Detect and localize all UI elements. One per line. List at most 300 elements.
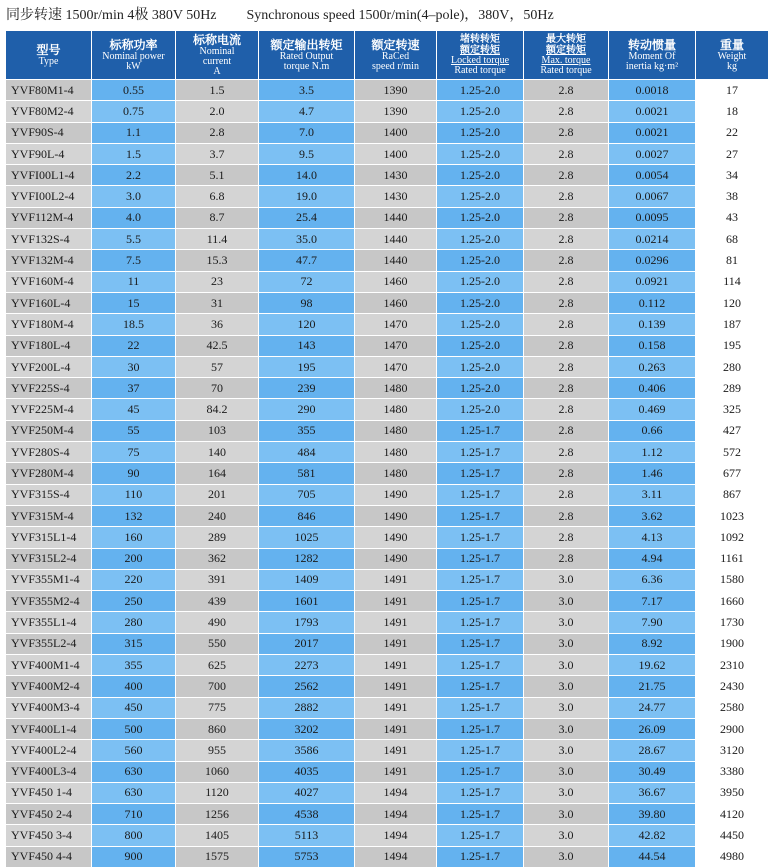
cell-current: 955 — [176, 740, 259, 761]
cell-torque: 98 — [259, 292, 355, 313]
cell-torque: 47.7 — [259, 250, 355, 271]
cell-type: YVF80M1-4 — [6, 80, 92, 101]
cell-torque: 705 — [259, 484, 355, 505]
cell-type: YVF450 3-4 — [6, 825, 92, 846]
cell-max-ratio: 2.8 — [524, 80, 609, 101]
cell-weight: 4980 — [696, 846, 769, 867]
cell-speed: 1430 — [355, 186, 437, 207]
cell-weight: 34 — [696, 165, 769, 186]
cell-locked-ratio: 1.25-2.0 — [437, 250, 524, 271]
cell-current: 140 — [176, 442, 259, 463]
cell-speed: 1460 — [355, 271, 437, 292]
table-caption — [6, 6, 554, 26]
cell-type: YVF280S-4 — [6, 442, 92, 463]
cell-locked-ratio: 1.25-1.7 — [437, 612, 524, 633]
cell-torque: 1282 — [259, 548, 355, 569]
table-row — [6, 314, 769, 335]
cell-weight: 3120 — [696, 740, 769, 761]
cell-type: YVF315L1-4 — [6, 527, 92, 548]
cell-power: 7.5 — [92, 250, 176, 271]
cell-locked-ratio: 1.25-1.7 — [437, 697, 524, 718]
cell-weight: 1092 — [696, 527, 769, 548]
cell-type: YVF315S-4 — [6, 484, 92, 505]
cell-locked-ratio: 1.25-2.0 — [437, 143, 524, 164]
cell-speed: 1470 — [355, 335, 437, 356]
cell-type: YVF400M2-4 — [6, 676, 92, 697]
cell-speed: 1440 — [355, 229, 437, 250]
cell-type: YVF132S-4 — [6, 229, 92, 250]
cell-inertia: 0.0027 — [609, 143, 696, 164]
cell-max-ratio: 2.8 — [524, 420, 609, 441]
cell-current: 164 — [176, 463, 259, 484]
cell-type: YVF132M-4 — [6, 250, 92, 271]
cell-current: 362 — [176, 548, 259, 569]
cell-inertia: 42.82 — [609, 825, 696, 846]
cell-inertia: 0.0921 — [609, 271, 696, 292]
cell-current: 289 — [176, 527, 259, 548]
cell-inertia: 0.158 — [609, 335, 696, 356]
cell-torque: 4035 — [259, 761, 355, 782]
cell-speed: 1480 — [355, 442, 437, 463]
cell-locked-ratio: 1.25-2.0 — [437, 101, 524, 122]
cell-current: 5.1 — [176, 165, 259, 186]
cell-max-ratio: 3.0 — [524, 697, 609, 718]
cell-inertia: 21.75 — [609, 676, 696, 697]
cell-weight: 867 — [696, 484, 769, 505]
cell-current: 550 — [176, 633, 259, 654]
cell-speed: 1494 — [355, 804, 437, 825]
cell-speed: 1490 — [355, 484, 437, 505]
cell-weight: 27 — [696, 143, 769, 164]
cell-current: 700 — [176, 676, 259, 697]
cell-type: YVF160L-4 — [6, 292, 92, 313]
cell-inertia: 0.139 — [609, 314, 696, 335]
cell-locked-ratio: 1.25-1.7 — [437, 591, 524, 612]
header-rated-speed: 额定转速 RaCed speed r/min — [355, 31, 437, 80]
cell-current: 103 — [176, 420, 259, 441]
cell-speed: 1400 — [355, 122, 437, 143]
cell-max-ratio: 3.0 — [524, 825, 609, 846]
cell-current: 490 — [176, 612, 259, 633]
cell-current: 70 — [176, 378, 259, 399]
cell-current: 775 — [176, 697, 259, 718]
header-weight: 重量 Weight kg — [696, 31, 769, 80]
cell-torque: 2017 — [259, 633, 355, 654]
table-row — [6, 271, 769, 292]
cell-inertia: 0.0018 — [609, 80, 696, 101]
table-row — [6, 548, 769, 569]
cell-torque: 4538 — [259, 804, 355, 825]
header-row — [6, 31, 769, 80]
cell-locked-ratio: 1.25-2.0 — [437, 356, 524, 377]
cell-locked-ratio: 1.25-1.7 — [437, 548, 524, 569]
cell-weight: 325 — [696, 399, 769, 420]
cell-torque: 3586 — [259, 740, 355, 761]
cell-max-ratio: 2.8 — [524, 186, 609, 207]
cell-locked-ratio: 1.25-1.7 — [437, 740, 524, 761]
cell-inertia: 28.67 — [609, 740, 696, 761]
cell-power: 0.75 — [92, 101, 176, 122]
cell-weight: 18 — [696, 101, 769, 122]
cell-torque: 2882 — [259, 697, 355, 718]
table-row — [6, 165, 769, 186]
cell-inertia: 0.0021 — [609, 101, 696, 122]
table-row — [6, 633, 769, 654]
cell-inertia: 19.62 — [609, 655, 696, 676]
cell-weight: 114 — [696, 271, 769, 292]
cell-torque: 2562 — [259, 676, 355, 697]
cell-inertia: 4.13 — [609, 527, 696, 548]
cell-power: 5.5 — [92, 229, 176, 250]
cell-torque: 25.4 — [259, 207, 355, 228]
cell-torque: 1025 — [259, 527, 355, 548]
cell-speed: 1490 — [355, 505, 437, 526]
cell-locked-ratio: 1.25-2.0 — [437, 378, 524, 399]
cell-speed: 1491 — [355, 655, 437, 676]
cell-weight: 17 — [696, 80, 769, 101]
cell-weight: 38 — [696, 186, 769, 207]
cell-current: 84.2 — [176, 399, 259, 420]
cell-inertia: 39.80 — [609, 804, 696, 825]
header-rated-output-torque: 额定输出转矩 Rated Output torque N.m — [259, 31, 355, 80]
cell-torque: 14.0 — [259, 165, 355, 186]
cell-locked-ratio: 1.25-1.7 — [437, 463, 524, 484]
cell-current: 1120 — [176, 782, 259, 803]
cell-power: 0.55 — [92, 80, 176, 101]
cell-power: 710 — [92, 804, 176, 825]
cell-current: 2.0 — [176, 101, 259, 122]
cell-current: 15.3 — [176, 250, 259, 271]
cell-max-ratio: 3.0 — [524, 761, 609, 782]
cell-type: YVF315L2-4 — [6, 548, 92, 569]
cell-power: 220 — [92, 569, 176, 590]
table-row — [6, 399, 769, 420]
table-row — [6, 292, 769, 313]
cell-power: 37 — [92, 378, 176, 399]
cell-type: YVF400L2-4 — [6, 740, 92, 761]
cell-speed: 1491 — [355, 569, 437, 590]
cell-max-ratio: 3.0 — [524, 633, 609, 654]
cell-inertia: 3.11 — [609, 484, 696, 505]
cell-type: YVF450 2-4 — [6, 804, 92, 825]
cell-weight: 289 — [696, 378, 769, 399]
cell-locked-ratio: 1.25-2.0 — [437, 186, 524, 207]
cell-max-ratio: 2.8 — [524, 314, 609, 335]
cell-inertia: 24.77 — [609, 697, 696, 718]
cell-max-ratio: 3.0 — [524, 612, 609, 633]
cell-weight: 1023 — [696, 505, 769, 526]
cell-power: 22 — [92, 335, 176, 356]
cell-type: YVF400L1-4 — [6, 718, 92, 739]
cell-max-ratio: 2.8 — [524, 442, 609, 463]
cell-weight: 187 — [696, 314, 769, 335]
cell-max-ratio: 2.8 — [524, 122, 609, 143]
cell-current: 36 — [176, 314, 259, 335]
cell-power: 15 — [92, 292, 176, 313]
cell-power: 4.0 — [92, 207, 176, 228]
cell-max-ratio: 2.8 — [524, 335, 609, 356]
cell-locked-ratio: 1.25-2.0 — [437, 207, 524, 228]
cell-torque: 3.5 — [259, 80, 355, 101]
cell-locked-ratio: 1.25-1.7 — [437, 484, 524, 505]
header-type: 型号 Type — [6, 31, 92, 80]
table-row — [6, 527, 769, 548]
table-row — [6, 378, 769, 399]
cell-inertia: 0.0214 — [609, 229, 696, 250]
table-row — [6, 782, 769, 803]
cell-speed: 1390 — [355, 80, 437, 101]
table-row — [6, 463, 769, 484]
cell-current: 42.5 — [176, 335, 259, 356]
cell-power: 45 — [92, 399, 176, 420]
table-row — [6, 229, 769, 250]
cell-max-ratio: 2.8 — [524, 356, 609, 377]
cell-weight: 1161 — [696, 548, 769, 569]
cell-type: YVF160M-4 — [6, 271, 92, 292]
cell-weight: 195 — [696, 335, 769, 356]
cell-inertia: 36.67 — [609, 782, 696, 803]
cell-torque: 72 — [259, 271, 355, 292]
cell-weight: 572 — [696, 442, 769, 463]
cell-locked-ratio: 1.25-1.7 — [437, 825, 524, 846]
cell-speed: 1480 — [355, 399, 437, 420]
cell-max-ratio: 2.8 — [524, 548, 609, 569]
cell-speed: 1491 — [355, 633, 437, 654]
cell-current: 57 — [176, 356, 259, 377]
cell-inertia: 1.12 — [609, 442, 696, 463]
cell-current: 625 — [176, 655, 259, 676]
cell-type: YVF250M-4 — [6, 420, 92, 441]
cell-torque: 3202 — [259, 718, 355, 739]
cell-locked-ratio: 1.25-1.7 — [437, 846, 524, 867]
cell-type: YVF112M-4 — [6, 207, 92, 228]
cell-max-ratio: 2.8 — [524, 505, 609, 526]
table-row — [6, 335, 769, 356]
table-row — [6, 207, 769, 228]
table-row — [6, 420, 769, 441]
table-row — [6, 676, 769, 697]
cell-speed: 1491 — [355, 697, 437, 718]
cell-power: 1.1 — [92, 122, 176, 143]
cell-weight: 68 — [696, 229, 769, 250]
cell-locked-ratio: 1.25-1.7 — [437, 761, 524, 782]
cell-inertia: 0.0095 — [609, 207, 696, 228]
cell-speed: 1390 — [355, 101, 437, 122]
cell-weight: 4120 — [696, 804, 769, 825]
table-row — [6, 612, 769, 633]
cell-locked-ratio: 1.25-1.7 — [437, 676, 524, 697]
cell-speed: 1490 — [355, 548, 437, 569]
cell-max-ratio: 3.0 — [524, 718, 609, 739]
cell-speed: 1491 — [355, 718, 437, 739]
cell-torque: 290 — [259, 399, 355, 420]
cell-max-ratio: 3.0 — [524, 846, 609, 867]
cell-power: 90 — [92, 463, 176, 484]
cell-locked-ratio: 1.25-2.0 — [437, 314, 524, 335]
cell-weight: 43 — [696, 207, 769, 228]
table-row — [6, 442, 769, 463]
cell-current: 23 — [176, 271, 259, 292]
cell-locked-ratio: 1.25-2.0 — [437, 229, 524, 250]
cell-inertia: 0.0296 — [609, 250, 696, 271]
cell-type: YVF225S-4 — [6, 378, 92, 399]
cell-power: 110 — [92, 484, 176, 505]
cell-speed: 1491 — [355, 761, 437, 782]
cell-type: YVF355M2-4 — [6, 591, 92, 612]
cell-type: YVF355L1-4 — [6, 612, 92, 633]
cell-weight: 677 — [696, 463, 769, 484]
table-row — [6, 761, 769, 782]
cell-power: 400 — [92, 676, 176, 697]
cell-type: YVFI00L2-4 — [6, 186, 92, 207]
cell-max-ratio: 3.0 — [524, 676, 609, 697]
cell-current: 2.8 — [176, 122, 259, 143]
cell-max-ratio: 3.0 — [524, 740, 609, 761]
cell-power: 11 — [92, 271, 176, 292]
cell-torque: 7.0 — [259, 122, 355, 143]
cell-power: 2.2 — [92, 165, 176, 186]
cell-current: 391 — [176, 569, 259, 590]
table-row — [6, 143, 769, 164]
cell-speed: 1440 — [355, 207, 437, 228]
cell-power: 280 — [92, 612, 176, 633]
cell-max-ratio: 2.8 — [524, 165, 609, 186]
cell-inertia: 44.54 — [609, 846, 696, 867]
cell-max-ratio: 2.8 — [524, 101, 609, 122]
cell-max-ratio: 2.8 — [524, 527, 609, 548]
cell-weight: 3950 — [696, 782, 769, 803]
cell-weight: 2430 — [696, 676, 769, 697]
cell-locked-ratio: 1.25-2.0 — [437, 80, 524, 101]
cell-type: YVF180M-4 — [6, 314, 92, 335]
cell-inertia: 3.62 — [609, 505, 696, 526]
cell-type: YVF80M2-4 — [6, 101, 92, 122]
cell-inertia: 7.90 — [609, 612, 696, 633]
table-row — [6, 718, 769, 739]
cell-max-ratio: 2.8 — [524, 292, 609, 313]
cell-current: 11.4 — [176, 229, 259, 250]
cell-weight: 2310 — [696, 655, 769, 676]
cell-inertia: 0.263 — [609, 356, 696, 377]
cell-locked-ratio: 1.25-2.0 — [437, 399, 524, 420]
cell-max-ratio: 2.8 — [524, 463, 609, 484]
cell-locked-ratio: 1.25-1.7 — [437, 569, 524, 590]
cell-locked-ratio: 1.25-1.7 — [437, 527, 524, 548]
cell-locked-ratio: 1.25-1.7 — [437, 804, 524, 825]
cell-speed: 1494 — [355, 846, 437, 867]
cell-inertia: 1.46 — [609, 463, 696, 484]
cell-torque: 239 — [259, 378, 355, 399]
cell-power: 75 — [92, 442, 176, 463]
cell-max-ratio: 3.0 — [524, 782, 609, 803]
cell-weight: 1900 — [696, 633, 769, 654]
cell-max-ratio: 2.8 — [524, 484, 609, 505]
cell-torque: 1409 — [259, 569, 355, 590]
cell-locked-ratio: 1.25-1.7 — [437, 718, 524, 739]
cell-type: YVF90L-4 — [6, 143, 92, 164]
cell-locked-ratio: 1.25-1.7 — [437, 505, 524, 526]
header-moment-of-inertia: 转动惯量 Moment Of inertia kg·m² — [609, 31, 696, 80]
cell-power: 200 — [92, 548, 176, 569]
cell-type: YVF280M-4 — [6, 463, 92, 484]
cell-speed: 1460 — [355, 292, 437, 313]
cell-speed: 1494 — [355, 825, 437, 846]
cell-inertia: 4.94 — [609, 548, 696, 569]
cell-torque: 1601 — [259, 591, 355, 612]
header-locked-torque-ratio: 堵转转矩 额定转矩 Locked torque Rated torque — [437, 31, 524, 80]
cell-current: 240 — [176, 505, 259, 526]
cell-type: YVF315M-4 — [6, 505, 92, 526]
cell-speed: 1440 — [355, 250, 437, 271]
cell-power: 560 — [92, 740, 176, 761]
cell-current: 1060 — [176, 761, 259, 782]
cell-current: 439 — [176, 591, 259, 612]
cell-inertia: 8.92 — [609, 633, 696, 654]
table-row — [6, 740, 769, 761]
cell-speed: 1480 — [355, 463, 437, 484]
cell-inertia: 0.0054 — [609, 165, 696, 186]
cell-max-ratio: 2.8 — [524, 378, 609, 399]
cell-speed: 1491 — [355, 591, 437, 612]
cell-weight: 4450 — [696, 825, 769, 846]
cell-type: YVF400M3-4 — [6, 697, 92, 718]
cell-type: YVF200L-4 — [6, 356, 92, 377]
cell-torque: 143 — [259, 335, 355, 356]
table-row — [6, 80, 769, 101]
cell-current: 31 — [176, 292, 259, 313]
cell-torque: 846 — [259, 505, 355, 526]
cell-power: 900 — [92, 846, 176, 867]
cell-current: 1256 — [176, 804, 259, 825]
cell-current: 1575 — [176, 846, 259, 867]
cell-max-ratio: 2.8 — [524, 250, 609, 271]
cell-max-ratio: 2.8 — [524, 229, 609, 250]
cell-torque: 120 — [259, 314, 355, 335]
cell-power: 3.0 — [92, 186, 176, 207]
cell-locked-ratio: 1.25-1.7 — [437, 655, 524, 676]
cell-current: 1.5 — [176, 80, 259, 101]
cell-power: 1.5 — [92, 143, 176, 164]
cell-speed: 1430 — [355, 165, 437, 186]
cell-max-ratio: 2.8 — [524, 207, 609, 228]
cell-type: YVF225M-4 — [6, 399, 92, 420]
cell-max-ratio: 2.8 — [524, 143, 609, 164]
cell-max-ratio: 2.8 — [524, 271, 609, 292]
cell-speed: 1494 — [355, 782, 437, 803]
cell-torque: 4.7 — [259, 101, 355, 122]
cell-torque: 195 — [259, 356, 355, 377]
cell-power: 630 — [92, 761, 176, 782]
table-row — [6, 356, 769, 377]
cell-inertia: 30.49 — [609, 761, 696, 782]
cell-weight: 1660 — [696, 591, 769, 612]
table-row — [6, 484, 769, 505]
table-row — [6, 569, 769, 590]
cell-torque: 2273 — [259, 655, 355, 676]
cell-locked-ratio: 1.25-1.7 — [437, 420, 524, 441]
cell-max-ratio: 3.0 — [524, 655, 609, 676]
cell-locked-ratio: 1.25-2.0 — [437, 335, 524, 356]
cell-inertia: 0.469 — [609, 399, 696, 420]
table-row — [6, 186, 769, 207]
cell-inertia: 6.36 — [609, 569, 696, 590]
cell-torque: 355 — [259, 420, 355, 441]
cell-torque: 1793 — [259, 612, 355, 633]
cell-power: 500 — [92, 718, 176, 739]
cell-locked-ratio: 1.25-2.0 — [437, 122, 524, 143]
cell-inertia: 26.09 — [609, 718, 696, 739]
cell-type: YVF355M1-4 — [6, 569, 92, 590]
